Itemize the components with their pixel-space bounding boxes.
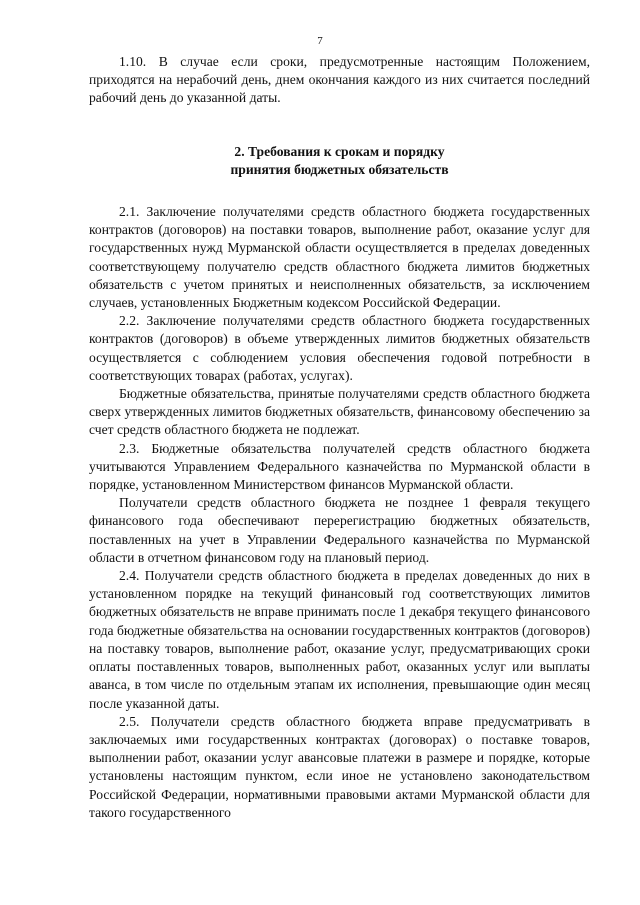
clause-2-3: 2.3. Бюджетные обязательства получателей средств областного бюджета учитываются Управлением Федерального казначейства по Мурманской области в порядке, установленном Министерством финансов Мурманской области.	[89, 440, 590, 493]
clause-2-1: 2.1. Заключение получателями средств областного бюджета государственных контрактов (договоров) на поставки товаров, выполнение работ, оказание услуг для государственных нужд Мурманской области осуществляется в пределах доведенных соответствующему получателю средств областного бюджета лимитов бюджетных обязательств с учетом принятых и неисполненных обязательств, за исключением случаев, установленных Бюджетным кодексом Российской Федерации.	[89, 204, 590, 311]
clause-2-3-continued: Получатели средств областного бюджета не позднее 1 февраля текущего финансового года обеспечивают перерегистрацию бюджетных обязательств, поставленных на учет в Управлении Федерального казначейства по Мурманской области в отчетном финансовом году на плановый период.	[89, 495, 590, 565]
clause-1-10: 1.10. В случае если сроки, предусмотренные настоящим Положением, приходятся на нерабочий день, днем окончания каждого из них считается последний рабочий день до указанной даты.	[89, 54, 590, 106]
section-heading-line-2: принятия бюджетных обязательств	[230, 161, 449, 177]
clause-2-2: 2.2. Заключение получателями средств областного бюджета государственных контрактов (договоров) в объеме утвержденных лимитов бюджетных обязательств осуществляется с соблюдением условия обеспечения годовой потребности в соответствующих товарах (работах, услугах).	[89, 313, 590, 383]
section-heading	[89, 143, 590, 179]
clause-2-5: 2.5. Получатели средств областного бюджета вправе предусматривать в заключаемых ими государственных контрактах (договорах) о поставке товаров, выполнении работ, оказании услуг авансовые платежи в размере и порядке, которые установлены настоящим пунктом, если иное не установлено законодательством Российской Федерации, нормативными правовыми актами Мурманской области для такого государственного	[89, 713, 590, 820]
section-heading-line-1: 2. Требования к срокам и порядку	[234, 143, 445, 159]
page-number: 7	[317, 35, 323, 47]
document-body	[89, 53, 590, 822]
clause-2-4: 2.4. Получатели средств областного бюджета в пределах доведенных до них в установленном порядке на текущий финансовый год соответствующих лимитов бюджетных обязательств не вправе принимать после 1 декабря текущего финансового года бюджетные обязательства на основании государственных контрактов (договоров) на поставку товаров, выполнение работ, оказание услуг, предусматривающих сроки оплаты поставленных товаров, выполненных работ, оказанных услуг или выплаты аванса, в том числе по отдельным этапам их исполнения, превышающие один месяц после указанной даты.	[89, 568, 590, 711]
clause-2-2-continued: Бюджетные обязательства, принятые получателями средств областного бюджета сверх утвержденных лимитов бюджетных обязательств, финансовому обеспечению за счет средств областного бюджета не подлежат.	[89, 386, 590, 438]
